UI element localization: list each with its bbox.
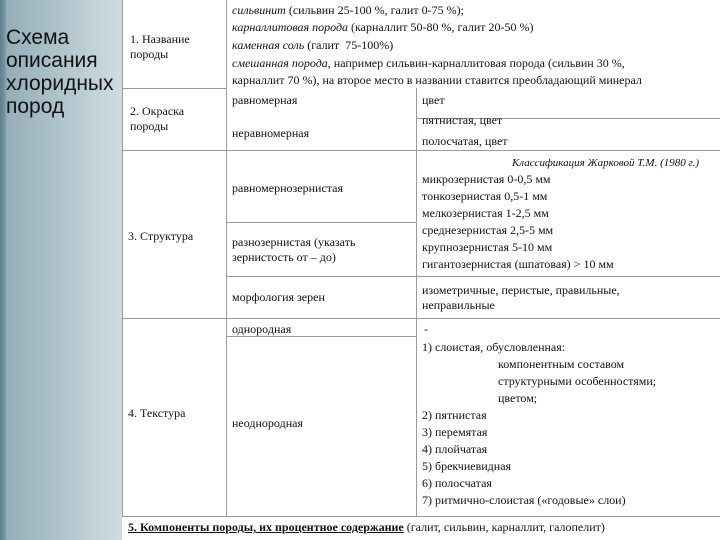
name-line-4: смешанная порода, например сильвин-карналлитовая порода (сильвин 30 %, xyxy=(232,56,625,70)
name-line-1: сильвинит (сильвин 25-100 %, галит 0-75 %); xyxy=(232,3,464,17)
slide-title: Схема описания хлоридных пород xyxy=(6,26,114,118)
row-divider-structure-1 xyxy=(226,222,416,223)
color-nonuniform: неравномерная xyxy=(232,126,310,140)
grain-size-3: мелкозернистая 1-2,5 мм xyxy=(422,206,549,220)
section-name-label: 1. Название породы xyxy=(130,32,190,61)
structure-inequigranular: разнозернистая (указать зернистость от – до) xyxy=(232,235,356,264)
section-color-label: 2. Окраска породы xyxy=(130,104,185,133)
row-divider-s3 xyxy=(122,318,720,319)
grain-morphology-values: изометричные, перистые, правильные, неправильные xyxy=(422,283,620,312)
section-structure-label: 3. Структура xyxy=(128,229,194,243)
texture-type-3: 3) перемятая xyxy=(422,425,488,439)
column-divider-1 xyxy=(226,0,227,516)
grain-morphology: морфология зерен xyxy=(232,290,325,304)
components-title: 5. Компоненты породы, их процентное содержание xyxy=(128,520,404,534)
grain-size-6: гигантозернистая (шпатовая) > 10 мм xyxy=(422,257,614,271)
name-line-2: карналлитовая порода (карналлит 50-80 %, галит 20-50 %) xyxy=(232,20,534,34)
name-line-3: каменная соль (галит 75-100%) xyxy=(232,38,394,52)
classification-citation: Классификация Жарковой Т.М. (1980 г.) xyxy=(512,157,700,169)
texture-type-1b: структурными особенностями; xyxy=(498,374,657,388)
texture-type-1c: цветом; xyxy=(498,391,538,405)
texture-type-6: 6) полосчатая xyxy=(422,476,492,490)
color-uniform: равномерная xyxy=(232,93,298,107)
color-uniform-value: цвет xyxy=(422,93,445,107)
row-divider-structure-2 xyxy=(226,276,720,277)
texture-type-2: 2) пятнистая xyxy=(422,408,487,422)
grain-size-5: крупнозернистая 5-10 мм xyxy=(422,240,553,254)
structure-equigranular: равномернозернистая xyxy=(232,181,343,195)
texture-type-5: 5) брекчиевидная xyxy=(422,459,512,473)
table-border-left xyxy=(122,0,123,516)
name-line-5: карналлит 70 %), на второе место в названии ставится преобладающий минерал xyxy=(232,73,642,87)
grain-size-2: тонкозернистая 0,5-1 мм xyxy=(422,189,548,203)
grain-size-1: микрозернистая 0-0,5 мм xyxy=(422,172,551,186)
section-components-label xyxy=(128,520,605,535)
texture-type-7: 7) ритмично-слоистая («годовые» слои) xyxy=(422,493,626,507)
row-divider-s1 xyxy=(122,88,226,89)
texture-homogeneous-value: - xyxy=(424,322,428,336)
components-list: (галит, сильвин, карналлит, галопелит) xyxy=(403,520,605,534)
row-divider-s2 xyxy=(122,150,720,151)
row-divider-s4 xyxy=(122,516,720,517)
texture-heterogeneous: неоднородная xyxy=(232,416,303,430)
section-texture-label: 4. Текстура xyxy=(128,406,186,420)
texture-type-1: 1) слоистая, обусловленная: xyxy=(422,340,566,354)
texture-homogeneous: однородная xyxy=(232,322,292,336)
column-divider-2 xyxy=(416,88,417,516)
sidebar-panel xyxy=(0,0,122,540)
color-spotted: пятнистая, цвет xyxy=(422,113,503,127)
grain-size-4: среднезернистая 2,5-5 мм xyxy=(422,223,554,237)
texture-type-1a: компонентным составом xyxy=(498,357,625,371)
texture-type-4: 4) плойчатая xyxy=(422,442,488,456)
description-table xyxy=(122,0,720,540)
color-striped: полосчатая, цвет xyxy=(422,134,508,148)
